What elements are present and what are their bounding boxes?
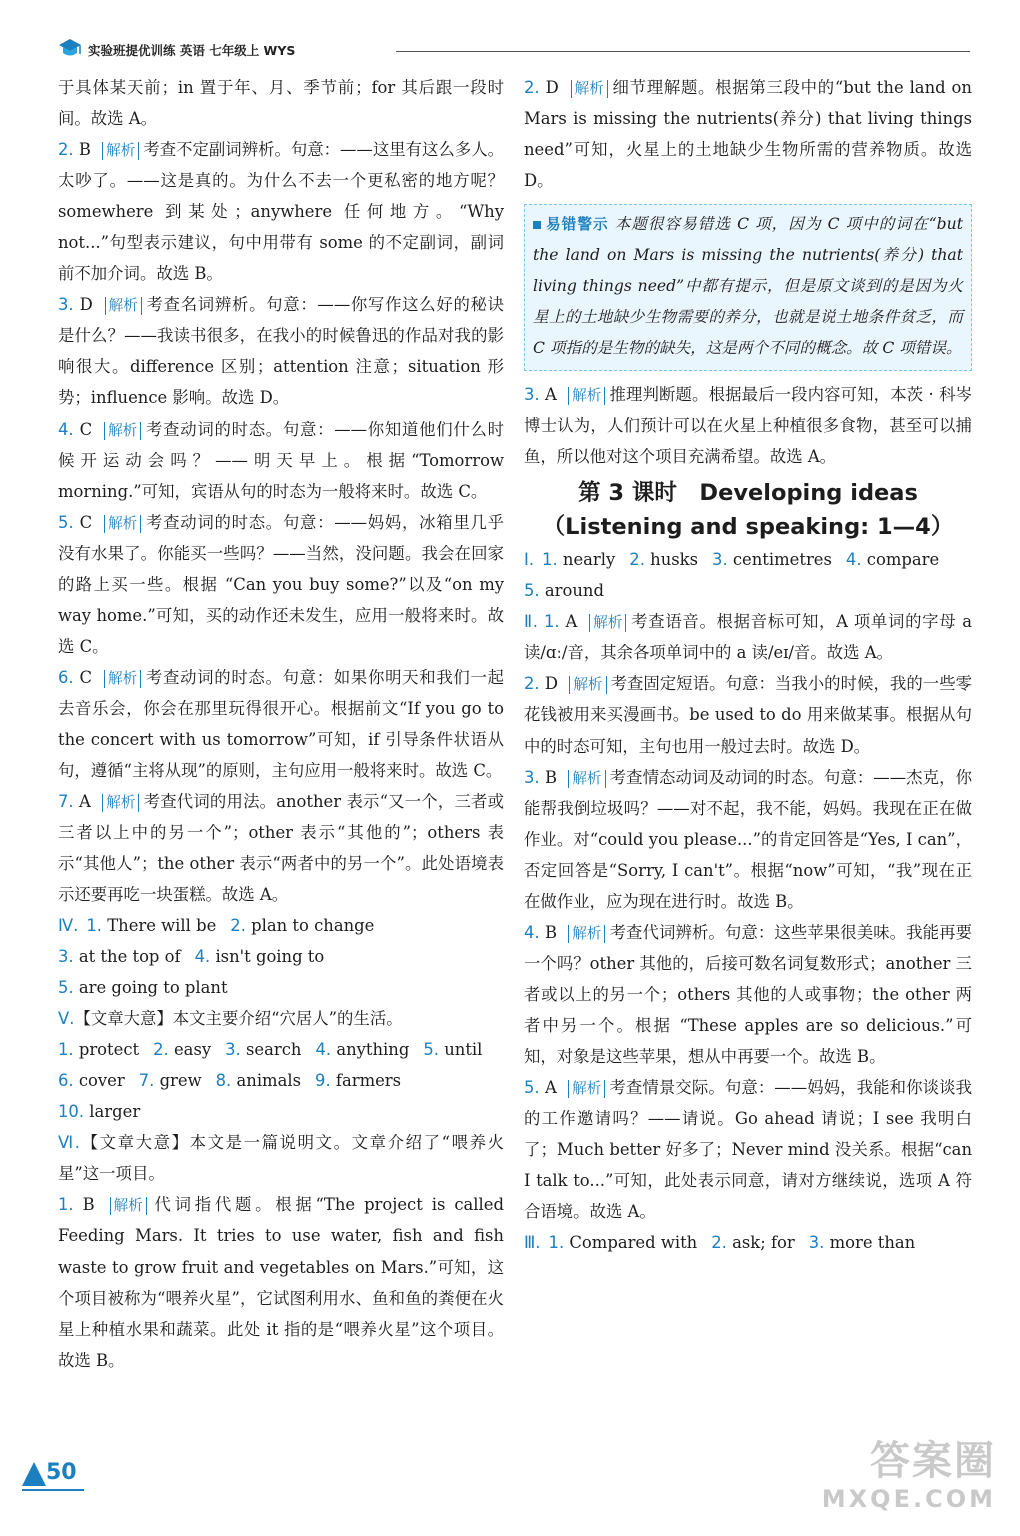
answer-number: 1. xyxy=(86,916,102,936)
section-5 xyxy=(58,1003,504,1127)
item-answer: B xyxy=(78,140,91,160)
answer-text: nearly xyxy=(562,550,616,570)
answer-text: at the top of xyxy=(78,947,181,967)
analysis-tag: 解析 xyxy=(102,794,139,812)
answer-number: 5. xyxy=(58,978,74,998)
answer-number: 3. xyxy=(225,1040,241,1060)
answer-number: 7. xyxy=(138,1071,155,1091)
answer-number: 2. xyxy=(230,916,246,936)
item-number: 2. xyxy=(58,140,74,160)
answer-text: Compared with xyxy=(569,1233,698,1253)
section-6-item-2 xyxy=(524,72,972,196)
section-5-summary: 【文章大意】本文主要介绍“穴居人”的生活。 xyxy=(74,1009,403,1029)
answer-number: 3. xyxy=(712,550,728,570)
analysis-tag: 解析 xyxy=(105,297,142,315)
left-column xyxy=(58,72,504,1376)
item-explanation: 考查情景交际。句意：——妈妈，我能和你谈谈我的工作邀请吗？——请说。Go ahead 请说；I see 我明白了；Much better 好多了；Never mind 没关系。根据“can I talk to...”可知，此处表示同意，请对方继续说，选项 A 符合语境。故选 A。 xyxy=(524,1078,972,1222)
analysis-tag: 解析 xyxy=(104,670,141,688)
section-6-roman: Ⅵ. xyxy=(58,1133,80,1153)
answer-text: larger xyxy=(89,1102,141,1122)
item-number: 4. xyxy=(58,419,74,439)
answer-text: ask; for xyxy=(732,1233,795,1253)
section-6-header xyxy=(58,1127,504,1189)
item-number: 7. xyxy=(58,792,74,812)
answer-item xyxy=(139,1065,202,1096)
answer-item-5 xyxy=(58,507,504,662)
section-1-roman: Ⅰ. xyxy=(524,550,535,570)
item-number: 2. xyxy=(524,674,540,694)
item-answer: C xyxy=(79,512,93,532)
item-number: 6. xyxy=(58,667,74,687)
page-number-rule xyxy=(22,1489,84,1491)
item-answer: A xyxy=(79,792,91,812)
page-header xyxy=(58,36,970,62)
error-warning-box xyxy=(524,204,972,371)
book-title: 实验班提优训练 英语 七年级上 WYS xyxy=(88,43,296,58)
answer-text: cover xyxy=(78,1071,125,1091)
answer-item-2 xyxy=(58,134,504,289)
section-3-answers xyxy=(524,1227,972,1258)
left-answer-list xyxy=(58,134,504,910)
analysis-tag: 解析 xyxy=(568,1080,605,1098)
item-answer: B xyxy=(82,1195,95,1215)
item-answer: A xyxy=(565,612,578,632)
answer-text: are going to plant xyxy=(78,978,228,998)
answer-item xyxy=(58,1065,125,1096)
answer-item xyxy=(58,941,181,972)
watermark-line-2: MXQE.COM xyxy=(821,1485,996,1513)
error-warning-label: 易错警示 xyxy=(533,216,609,233)
item-explanation: 考查固定短语。句意：当我小的时候，我的一些零花钱被用来买漫画书。be used to do 用来做某事。根据从句中的时态可知，主句也用一般过去时。故选 D。 xyxy=(524,674,973,756)
item-answer: B xyxy=(544,922,557,942)
item-answer: D xyxy=(79,295,93,315)
continued-text: 于具体某天前；in 置于年、月、季节前；for 其后跟一段时间。故选 A。 xyxy=(58,78,504,129)
answer-item xyxy=(524,575,604,606)
section-2-roman: Ⅱ. xyxy=(524,612,538,632)
answer-item-7 xyxy=(58,786,504,910)
item-answer: D xyxy=(545,78,559,97)
section-6-item-1 xyxy=(58,1189,504,1375)
answer-number: 2. xyxy=(711,1233,727,1253)
answer-number: 2. xyxy=(153,1040,169,1060)
answer-number: 6. xyxy=(58,1071,74,1091)
item-explanation: 考查情态动词及动词的时态。句意：——杰克，你能帮我倒垃圾吗？——对不起，我不能，妈妈。我现在正在做作业。对“could you please...”的肯定回答是“Yes, I can”，否定回答是“Sorry, I can't”。根据“now”可知，“我”现在正在做作业，应为现在进行时。故选 B。 xyxy=(524,767,973,911)
item-number: 1. xyxy=(543,612,560,632)
section-5-header xyxy=(58,1003,504,1034)
answer-item xyxy=(315,1065,401,1096)
answer-item xyxy=(225,1034,301,1065)
answer-item xyxy=(315,1034,409,1065)
analysis-tag: 解析 xyxy=(571,80,608,98)
section-5-answers xyxy=(58,1034,504,1127)
answer-item-3 xyxy=(58,289,504,413)
answer-text: grew xyxy=(159,1071,202,1091)
item-explanation: 细节理解题。根据第三段中的“but the land on Mars is missing the nutrients(养分) that living things need”可知，火星上的土地缺少生物所需的营养物质。故选 D。 xyxy=(524,78,972,191)
answer-number: 3. xyxy=(808,1233,825,1253)
section-1-answers xyxy=(524,544,972,606)
item-number: 5. xyxy=(58,512,74,532)
analysis-tag: 解析 xyxy=(568,925,605,943)
section-2-list xyxy=(524,606,972,1227)
analysis-tag: 解析 xyxy=(102,142,139,160)
item-number: 1. xyxy=(58,1195,74,1215)
item-explanation: 考查动词的时态。句意：——你知道他们什么时候开运动会吗？——明天早上。根据“Tomorrow morning.”可知，宾语从句的时态为一般将来时。故选 C。 xyxy=(58,419,504,501)
item-explanation: 考查代词的用法。another 表示“又一个，三者或三者以上中的另一个”；other 表示“其他的”；others 表示“其他人”；the other 表示“两者中的另一个”。此处语境表示还要再吃一块蛋糕。故选 A。 xyxy=(58,792,504,905)
answer-text: more than xyxy=(829,1233,916,1253)
item-answer: C xyxy=(79,667,93,687)
answer-item xyxy=(216,1065,301,1096)
error-warning-text: 本题很容易错选 C 项，因为 C 项中的词在“but the land on Mars is missing the nutrients(养分) that living things need”中都有提示，但是原文谈到的是因为火星上的土地缺少生物需要的养分，也就是说土地条件贫乏，而 C 项指的是生物的缺失，这是两个不同的概念。故 C 项错误。 xyxy=(533,215,963,358)
answer-item-6 xyxy=(58,662,504,786)
item-explanation: 考查动词的时态。句意：——妈妈，冰箱里几乎没有水果了。你能买一些吗？——当然，没问题。我会在回家的路上买一些。根据 “Can you buy some?”以及“on my way home.”可知，买的动作还未发生，应用一般将来时。故选 C。 xyxy=(58,512,504,656)
answer-item xyxy=(542,544,615,575)
graduation-cap-icon xyxy=(58,38,82,60)
item-answer: D xyxy=(544,674,559,694)
page-arrow-icon xyxy=(22,1462,46,1486)
answer-number: 5. xyxy=(524,581,540,601)
answer-text: animals xyxy=(236,1071,302,1091)
item-explanation: 考查不定副词辨析。句意：——这里有这么多人。太吵了。——这是真的。为什么不去一个更私密的地方呢？somewhere 到某处；anywhere 任何地方。“Why not...”句型表示建议，句中用带有 some 的不定副词，副词前不加介词。故选 B。 xyxy=(58,140,504,284)
answer-number: 1. xyxy=(548,1233,565,1253)
analysis-tag: 解析 xyxy=(104,422,141,440)
section-6 xyxy=(58,1127,504,1375)
section-2-item-1 xyxy=(524,606,972,668)
item-explanation: 考查代词辨析。句意：这些苹果很美味。我能再要一个吗？other 其他的，后接可数名词复数形式；another 三者或以上的另一个；others 其他的人或事物；the other 两者中另一个。根据 “These apples are so delicious.”可知，对象是这些苹果，想从中再要一个。故选 B。 xyxy=(524,922,972,1066)
answer-item xyxy=(809,1227,916,1258)
item-number: 3. xyxy=(524,767,540,787)
item-explanation: 考查动词的时态。句意：如果你明天和我们一起去音乐会，你会在那里玩得很开心。根据前文“If you go to the concert with us tomorrow”可知，if 引导条件状语从句，遵循“主将从现”的原则，主句应用一般将来时。故选 C。 xyxy=(58,667,504,781)
answer-text: plan to change xyxy=(251,916,375,936)
page-number xyxy=(22,1462,84,1488)
section-4-roman: Ⅳ. xyxy=(58,916,79,936)
section-5-roman: Ⅴ. xyxy=(58,1009,75,1029)
answer-item xyxy=(153,1034,211,1065)
analysis-tag: 解析 xyxy=(568,387,605,405)
analysis-tag: 解析 xyxy=(569,676,606,694)
lesson-title: 第 3 课时 Developing ideas xyxy=(578,480,918,507)
item-number: 3. xyxy=(524,385,540,405)
answer-item xyxy=(195,941,325,972)
section-2-item-2 xyxy=(524,668,972,761)
answer-text: compare xyxy=(866,550,940,570)
answer-text: husks xyxy=(650,550,699,570)
section-4 xyxy=(58,910,504,1003)
right-column xyxy=(524,72,972,1258)
answer-item xyxy=(423,1034,482,1065)
answer-item xyxy=(549,1227,698,1258)
section-2-item-3 xyxy=(524,762,972,917)
item-number: 4. xyxy=(524,922,540,942)
answer-text: easy xyxy=(173,1040,212,1060)
answer-item xyxy=(846,544,939,575)
item-answer: A xyxy=(544,385,557,405)
section-3-roman: Ⅲ. xyxy=(524,1233,541,1253)
analysis-tag: 解析 xyxy=(589,614,626,632)
item-answer: C xyxy=(79,419,93,439)
analysis-tag: 解析 xyxy=(104,515,141,533)
watermark-line-1: 答案圈 xyxy=(870,1438,996,1484)
answer-text: isn't going to xyxy=(215,947,325,967)
answer-item xyxy=(86,910,216,941)
answer-number: 1. xyxy=(58,1040,74,1060)
section-2-item-4 xyxy=(524,917,972,1072)
answer-number: 5. xyxy=(423,1040,439,1060)
answer-item xyxy=(629,544,698,575)
answer-item xyxy=(58,1034,139,1065)
section-2-item-5 xyxy=(524,1072,972,1227)
section-6-summary: 【文章大意】本文是一篇说明文。文章介绍了“喂养火星”这一项目。 xyxy=(58,1133,504,1184)
item-answer: A xyxy=(544,1078,557,1098)
answer-text: centimetres xyxy=(732,550,832,570)
answer-number: 8. xyxy=(215,1071,232,1091)
answer-item xyxy=(58,972,228,1003)
answer-item-4 xyxy=(58,414,504,507)
section-6-item-3 xyxy=(524,379,972,472)
item-number: 3. xyxy=(58,295,74,315)
item-number: 2. xyxy=(524,78,540,97)
answer-text: anything xyxy=(336,1040,410,1060)
answer-text: farmers xyxy=(335,1071,402,1091)
analysis-tag: 解析 xyxy=(568,770,605,788)
header-rule xyxy=(396,51,970,52)
answer-item xyxy=(230,910,374,941)
item-explanation: 考查名词辨析。句意：——你写作这么好的秘诀是什么？——我读书很多，在我小的时候鲁迅的作品对我的影响很大。difference 区别；attention 注意；situation 形势；influence 影响。故选 D。 xyxy=(58,295,505,408)
item-explanation: 推理判断题。根据最后一段内容可知，本茨 · 科岑博士认为，人们预计可以在火星上种植很多食物，甚至可以捕鱼，所以他对这个项目充满希望。故选 A。 xyxy=(524,385,972,467)
item-answer: B xyxy=(544,767,557,787)
answer-number: 4. xyxy=(845,550,862,570)
answer-item xyxy=(711,1227,794,1258)
analysis-tag: 解析 xyxy=(110,1197,147,1215)
item-number: 5. xyxy=(524,1078,540,1098)
answer-number: 3. xyxy=(58,947,74,967)
answer-text: protect xyxy=(78,1040,140,1060)
answer-number: 2. xyxy=(629,550,645,570)
answer-text: around xyxy=(544,581,604,601)
answer-number: 4. xyxy=(194,947,211,967)
watermark-logo xyxy=(816,1438,996,1518)
section-4-answers xyxy=(58,910,504,1003)
item-explanation: 考查语音。根据音标可知，A 项单词的字母 a 读/ɑː/音，其余各项单词中的 a 读/eɪ/音。故选 A。 xyxy=(524,612,972,663)
answer-number: 10. xyxy=(58,1102,85,1122)
page-number-text: 50 xyxy=(46,1460,77,1485)
answer-number: 4. xyxy=(315,1040,332,1060)
answer-item xyxy=(58,1096,140,1127)
answer-text: until xyxy=(444,1040,483,1060)
answer-text: There will be xyxy=(107,916,217,936)
answer-number: 9. xyxy=(315,1071,331,1091)
item-explanation: 代词指代题。根据“The project is called Feeding Mars. It tries to use water, fish and fish waste to grow fruit and vegetables on Mars.”可知，这个项目被称为“喂养火星”，它试图利用水、鱼和鱼的粪便在火星上种植水果和蔬菜。此处 it 指的是“喂养火星”这个项目。故选 B。 xyxy=(58,1195,504,1370)
lesson-subtitle: （Listening and speaking: 1—4） xyxy=(542,514,954,541)
answer-item xyxy=(712,544,832,575)
answer-text: search xyxy=(245,1040,302,1060)
answer-number: 1. xyxy=(542,550,558,570)
